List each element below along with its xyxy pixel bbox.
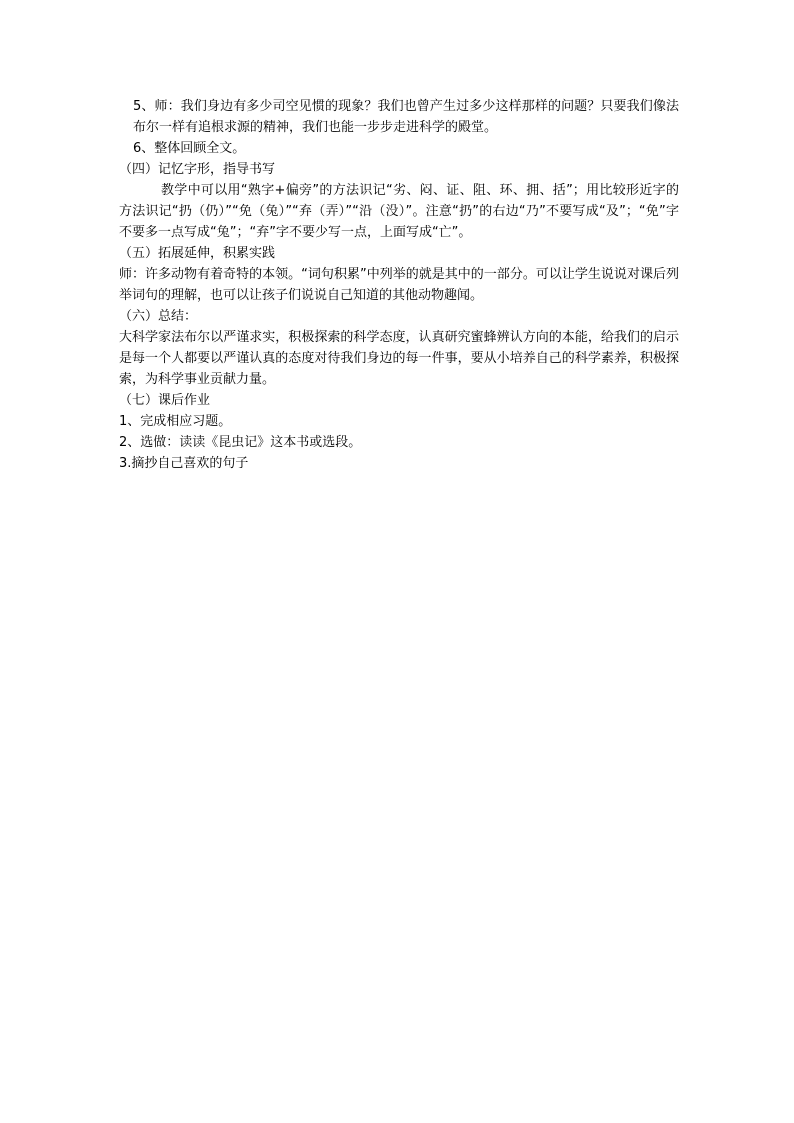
section-heading-6: （六）总结： <box>119 309 198 324</box>
section-heading-5: （五）拓展延伸，积累实践 <box>119 246 276 261</box>
homework-item-2: 2、选做：读读《昆虫记》这本书或选段。 <box>119 435 362 450</box>
homework-item-3: 3.摘抄自己喜欢的句子 <box>119 456 249 471</box>
homework-item-1: 1、完成相应习题。 <box>119 414 232 429</box>
section-heading-4: （四）记忆字形，指导书写 <box>119 162 276 177</box>
paragraph-summary: 大科学家法布尔以严谨求实，积极探索的科学态度，认真研究蜜蜂辨认方向的本能，给我们的启示是每一个人都要以严谨认真的态度对待我们身边的每一件事，要从小培养自己的科学素养，积极探索，为科学事业贡献力量。 <box>119 330 679 387</box>
paragraph-character-memory: 教学中可以用“熟字+偏旁”的方法识记“劣、闷、证、阻、环、拥、括”；用比较形近字的方法识记“扔（仍）”“免（兔）”“弃（弄）”“沿（没）”。注意“扔”的右边“乃”不要写成“及”；“免”字不要多一点写成“兔”；“弃”字不要少写一点，上面写成“亡”。 <box>119 183 679 240</box>
section-heading-7: （七）课后作业 <box>119 393 211 408</box>
paragraph-review: 6、整体回顾全文。 <box>133 141 246 156</box>
paragraph-teacher-question: 5、师：我们身边有多少司空见惯的现象？我们也曾产生过多少这样那样的问题？只要我们像法布尔一样有追根求源的精神，我们也能一步步走进科学的殿堂。 <box>133 99 679 135</box>
document-body <box>119 96 679 474</box>
paragraph-extension: 师：许多动物有着奇特的本领。“词句积累”中列举的就是其中的一部分。可以让学生说说对课后列举词句的理解，也可以让孩子们说说自己知道的其他动物趣闻。 <box>119 267 679 303</box>
